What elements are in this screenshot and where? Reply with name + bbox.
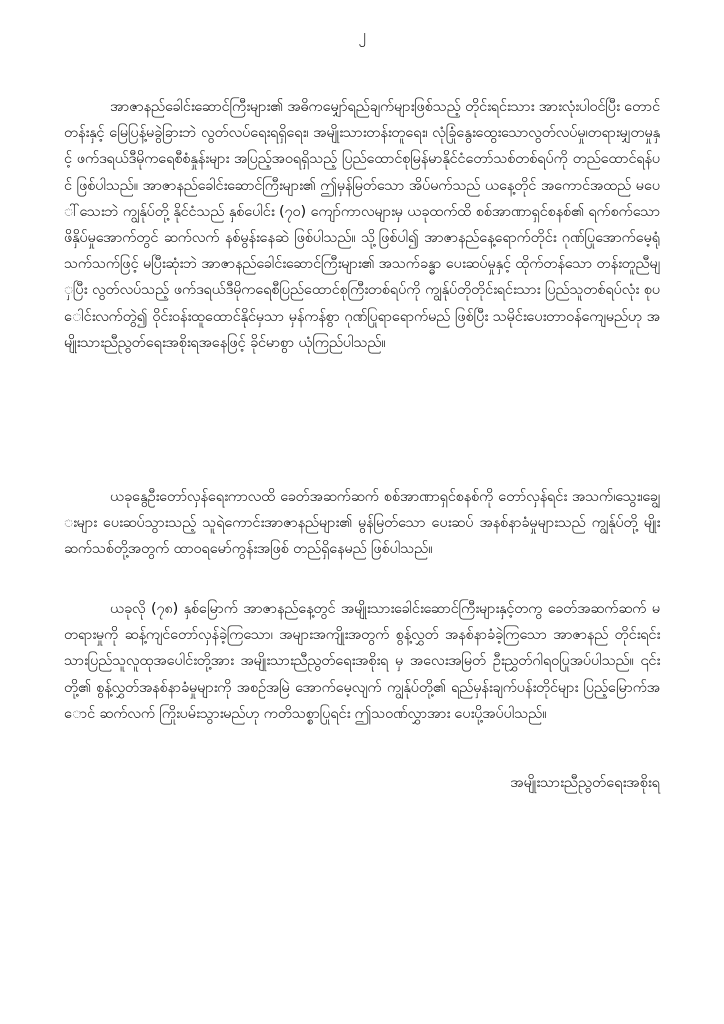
paragraph-2: ယခုနွေဦးတော်လှန်ရေးကာလထိ ခေတ်အဆက်ဆက် စစ်အာဏာရှင်စနစ်ကို တော်လှန်ရင်း အသက်၊သွေး၊ချွေးများ ပေးဆပ်သွားသည့် သူရဲကောင်းအာဇာနည်များ၏ မွန်မြတ်သော ပေးဆပ် အနစ်နာခံမှုများသည် ကျွန်ုပ်တို့ မျိုးဆက်သစ်တို့အတွက် ထာဝရမော်ကွန်းအဖြစ် တည်ရှိနေမည် ဖြစ်ပါသည်။	[64, 488, 660, 558]
page-number: ၂	[358, 26, 366, 44]
signature-line: အမျိုးသားညီညွတ်ရေးအစိုးရ	[510, 774, 660, 791]
paragraph-1: အာဇာနည်ခေါင်းဆောင်ကြီးများ၏ အဓိကမျှော်ရည်ချက်များဖြစ်သည့် တိုင်းရင်းသား အားလုံးပါဝင်ပြီး တောင်တန်းနှင့် မြေပြန့်မခွဲခြားဘဲ လွတ်လပ်ရေးရရှိရေး၊ အမျိုးသားတန်းတူရေး၊ လုံခြုံနွေးထွေးသောလွတ်လပ်မှု၊တရားမျှတမှုနှင့် ဖက်ဒရယ်ဒီမိုကရေစီစံနှုန်းများ အပြည့်အဝရရှိသည့် ပြည်ထောင်စုမြန်မာနိုင်ငံတော်သစ်တစ်ရပ်ကို တည်ထောင်ရန်ပင် ဖြစ်ပါသည်။ အာဇာနည်ခေါင်းဆောင်ကြီးများ၏ ဤမှန်မြတ်သော အိပ်မက်သည် ယနေ့တိုင် အကောင်အထည် မပေါ်သေးဘဲ ကျွန်ုပ်တို့ နိုင်ငံသည် နှစ်ပေါင်း (၇၀) ကျော်ကာလများမှ ယခုထက်ထိ စစ်အာဏာရှင်စနစ်၏ ရက်စက်သော ဖိနှိပ်မှုအောက်တွင် ဆက်လက် နစ်မွန်းနေဆဲ ဖြစ်ပါသည်။ သို့ဖြစ်ပါ၍ အာဇာနည်နေ့ရောက်တိုင်း ဂုဏ်ပြုအောက်မေ့ရုံသက်သက်ဖြင့် မပြီးဆုံးဘဲ အာဇာနည်ခေါင်းဆောင်ကြီးများ၏ အသက်ခန္ဓာ ပေးဆပ်မှုနှင့် ထိုက်တန်သော တန်းတူညီမျှပြီး လွတ်လပ်သည့် ဖက်ဒရယ်ဒီမိုကရေစီပြည်ထောင်စုကြီးတစ်ရပ်ကို ကျွန်ုပ်တိုတိုင်းရင်းသား ပြည်သူတစ်ရပ်လုံး စုပေါင်းလက်တွဲ၍ ဝိုင်းဝန်းထူထောင်နိုင်မှသာ မှန်ကန်စွာ ဂုဏ်ပြုရာရောက်မည် ဖြစ်ပြီး သမိုင်းပေးတာဝန်ကျေမည်ဟု အမျိုးသားညီညွတ်ရေးအစိုးရအနေဖြင့် ခိုင်မာစွာ ယုံကြည်ပါသည်။	[64, 98, 660, 351]
paragraph-3: ယခုလို (၇၈) နှစ်မြောက် အာဇာနည်နေ့တွင် အမျိုးသားခေါင်းဆောင်ကြီးများနှင့်တကွ ခေတ်အဆက်ဆက် မတရားမှုကို ဆန့်ကျင်တော်လှန်ခဲ့ကြသော၊ အများအကျိုးအတွက် စွန့်လွှတ် အနစ်နာခံခဲ့ကြသော အာဇာနည် တိုင်းရင်းသားပြည်သူလူထုအပေါင်းတို့အား အမျိုးသားညီညွတ်ရေးအစိုးရ မှ အလေးအမြတ် ဦးညွှတ်ဂါရဝပြုအပ်ပါသည်။ ၎င်းတို့၏ စွန့်လွှတ်အနစ်နာခံမှုများကို အစဉ်အမြဲ အောက်မေ့လျက် ကျွန်ုပ်တို့၏ ရည်မှန်းချက်ပန်းတိုင်များ ပြည့်မြောက်အောင် ဆက်လက် ကြိုးပမ်းသွားမည်ဟု ကတိသစ္စာပြုရင်း ဤသဝဏ်လွှာအား ပေးပို့အပ်ပါသည်။	[64, 600, 660, 722]
